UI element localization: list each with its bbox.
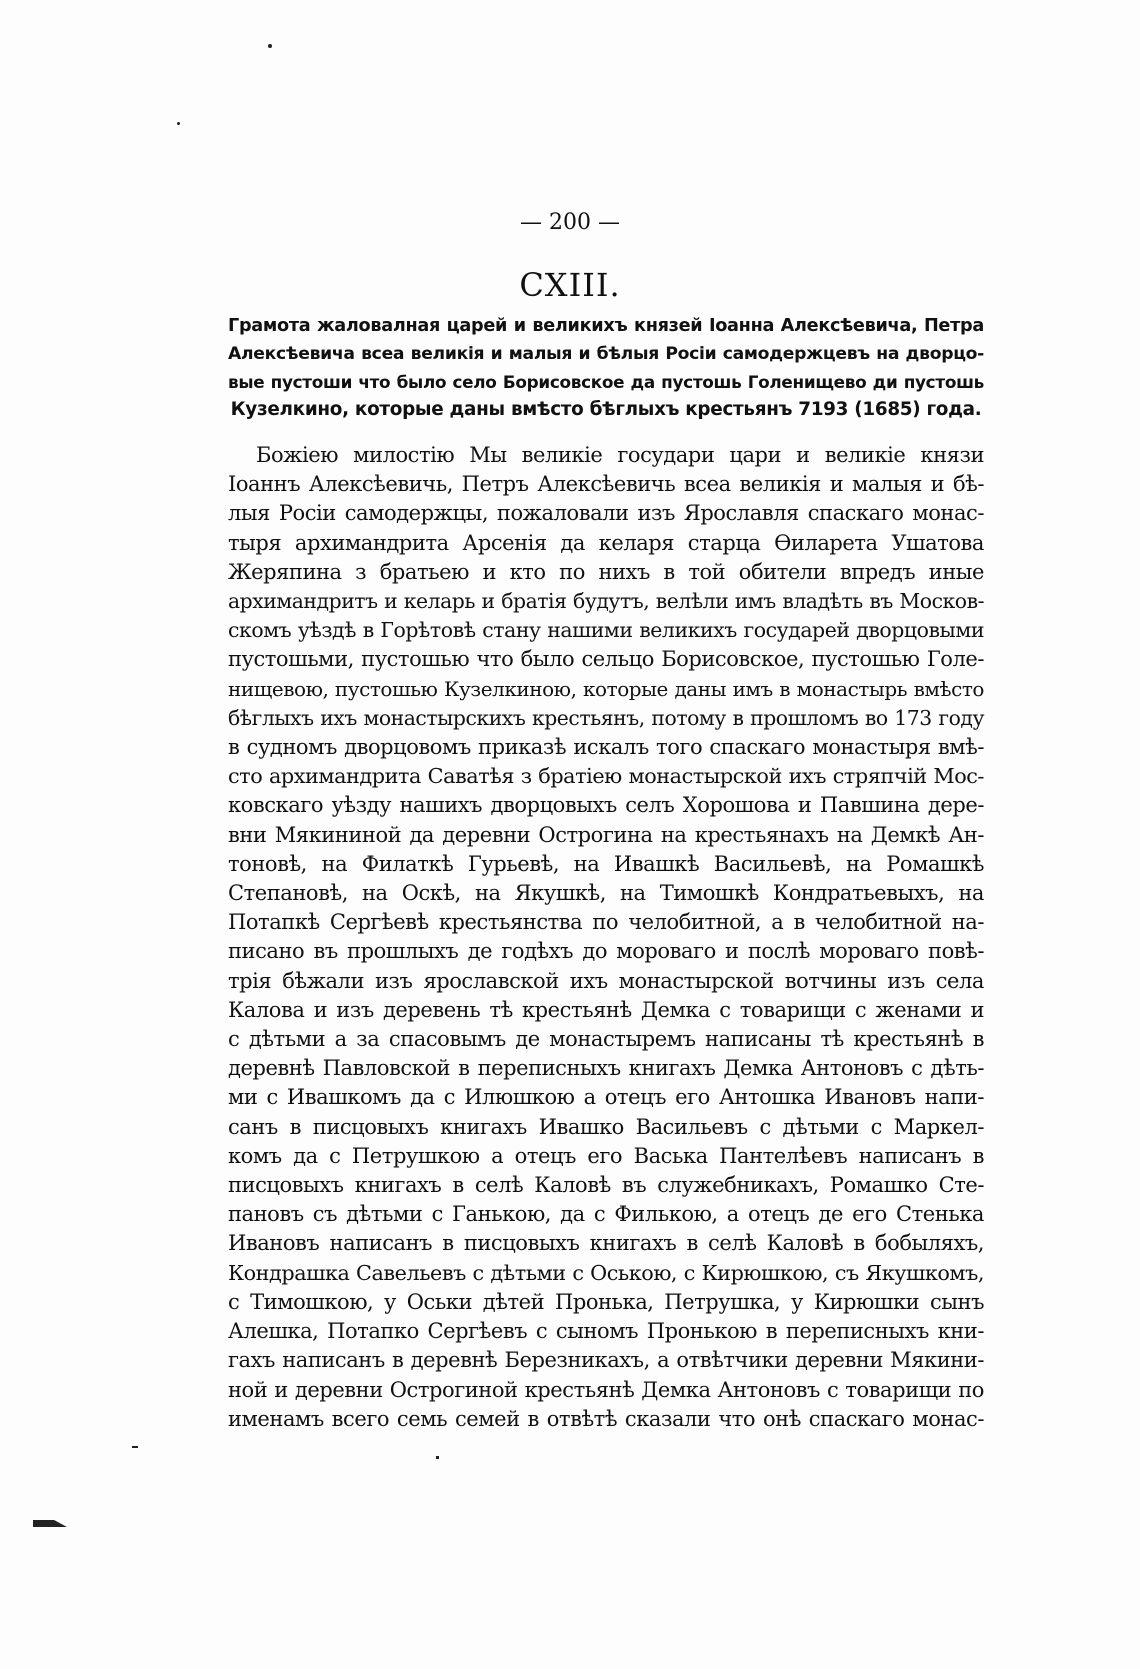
body-line: писано въ прошлыхъ де годѣхъ до мороваго и послѣ мороваго повѣ- [228, 939, 984, 964]
body-line: Ивановъ написанъ в писцовыхъ книгахъ в селѣ Каловѣ в бобыляхъ, [228, 1231, 984, 1256]
body-line: Кондрашка Савельевъ с дѣтьми с Оською, с Кирюшкою, съ Якушкомъ, [228, 1260, 984, 1285]
body-line: Потапкѣ Сергѣевѣ крестьянства по челобитной, а в челобитной на- [228, 910, 984, 935]
document-body [228, 441, 984, 1434]
scan-speck [132, 1446, 138, 1448]
body-line: ной и деревни Острогиной крестьянѣ Демка Антоновъ с товарищи по [228, 1377, 984, 1402]
body-line: именамъ всего семь семей в отвѣтѣ сказали что онѣ спаскаго монас- [228, 1406, 984, 1431]
document-heading [228, 312, 984, 424]
heading-line: Грамота жаловалная царей и великихъ князей Іоанна Алексѣевича, Петра [228, 316, 984, 336]
body-line: санъ в писцовыхъ книгахъ Ивашко Васильевъ с дѣтьми с Маркел- [228, 1114, 984, 1139]
scan-speck [33, 1520, 67, 1527]
body-line: деревнѣ Павловской в переписныхъ книгахъ Демка Антоновъ с дѣть- [228, 1056, 984, 1081]
scan-speck [268, 44, 272, 48]
body-line: нищевою, пустошью Кузелкиною, которые даны имъ в монастырь вмѣсто [228, 676, 984, 701]
body-line: скомъ уѣздѣ в Горѣтовѣ стану нашими великихъ государей дворцовыми [228, 618, 984, 643]
body-line: с дѣтьми а за спасовымъ де монастыремъ написаны тѣ крестьянѣ в [228, 1027, 984, 1052]
body-line: вни Мякининой да деревни Острогина на крестьянахъ на Демкѣ Ан- [228, 822, 984, 847]
body-line: Степановѣ, на Оскѣ, на Якушкѣ, на Тимошкѣ Кондратьевыхъ, на [228, 881, 984, 906]
body-line: в судномъ дворцовомъ приказѣ искалъ того спаскаго монастыря вмѣ- [228, 735, 984, 760]
body-line: ковскаго уѣзду нашихъ дворцовыхъ селъ Хорошова и Павшина дере- [228, 793, 984, 818]
body-line: пустошьми, пустошью что было сельцо Борисовское, пустошью Голе- [228, 647, 984, 672]
document-number: CXIII. [519, 266, 621, 304]
body-line: тыря архимандрита Арсенія да келаря старца Ѳиларета Ушатова [228, 530, 984, 555]
scan-speck [436, 1456, 439, 1459]
body-line: писцовыхъ книгахъ в селѣ Каловѣ въ служебникахъ, Ромашко Сте- [228, 1173, 984, 1198]
body-line: Алешка, Потапко Сергѣевъ с сыномъ Пронькою в переписныхъ кни- [228, 1319, 984, 1344]
page-number: — 200 — [520, 210, 620, 235]
body-line: Божіею милостію Мы великіе государи цари и великіе князи [256, 443, 984, 467]
body-line: архимандритъ и келарь и братія будутъ, велѣли имъ владѣть въ Москов- [228, 589, 984, 614]
heading-line: вые пустоши что было село Борисовское да пустошь Голенищево ди пустошь [228, 372, 984, 392]
body-line: сто архимандрита Саватѣя з братіею монастырской ихъ стряпчій Мос- [228, 764, 984, 789]
body-line: тоновѣ, на Филаткѣ Гурьевѣ, на Ивашкѣ Васильевѣ, на Ромашкѣ [228, 851, 984, 876]
scan-speck [177, 122, 180, 125]
body-line: пановъ съ дѣтьми с Ганькою, да с Филькою, а отецъ де его Стенька [228, 1202, 984, 1227]
heading-line: Алексѣевича всеа великія и малыя и бѣлыя Росіи самодержцевъ на дворцо- [228, 344, 984, 364]
body-line: трія бѣжали изъ ярославской ихъ монастырской вотчины изъ села [228, 968, 984, 993]
body-line: бѣглыхъ ихъ монастырскихъ крестьянъ, потому в прошломъ во 173 году [228, 705, 984, 730]
heading-line: Кузелкино, которые даны вмѣсто бѣглыхъ крестьянъ 7193 (1685) года. [230, 399, 982, 420]
body-line: Іоаннъ Алексѣевичь, Петръ Алексѣевичь всеа великія и малыя и бѣ- [228, 472, 984, 497]
body-line: Жеряпина з братьею и кто по нихъ в той обители впредъ иные [228, 559, 984, 584]
body-line: гахъ написанъ в деревнѣ Березникахъ, а отвѣтчики деревни Мякини- [228, 1348, 984, 1373]
body-line: Калова и изъ деревень тѣ крестьянѣ Демка с товарищи с женами и [228, 997, 984, 1022]
body-line: лыя Росіи самодержцы, пожаловали изъ Ярославля спаскаго монас- [228, 501, 984, 526]
body-line: ми с Ивашкомъ да с Илюшкою а отецъ его Антошка Ивановъ напи- [228, 1085, 984, 1110]
body-line: комъ да с Петрушкою а отецъ его Васька Пантелѣевъ написанъ в [228, 1143, 984, 1168]
body-line: с Тимошкою, у Оськи дѣтей Пронька, Петрушка, у Кирюшки сынъ [228, 1289, 984, 1314]
